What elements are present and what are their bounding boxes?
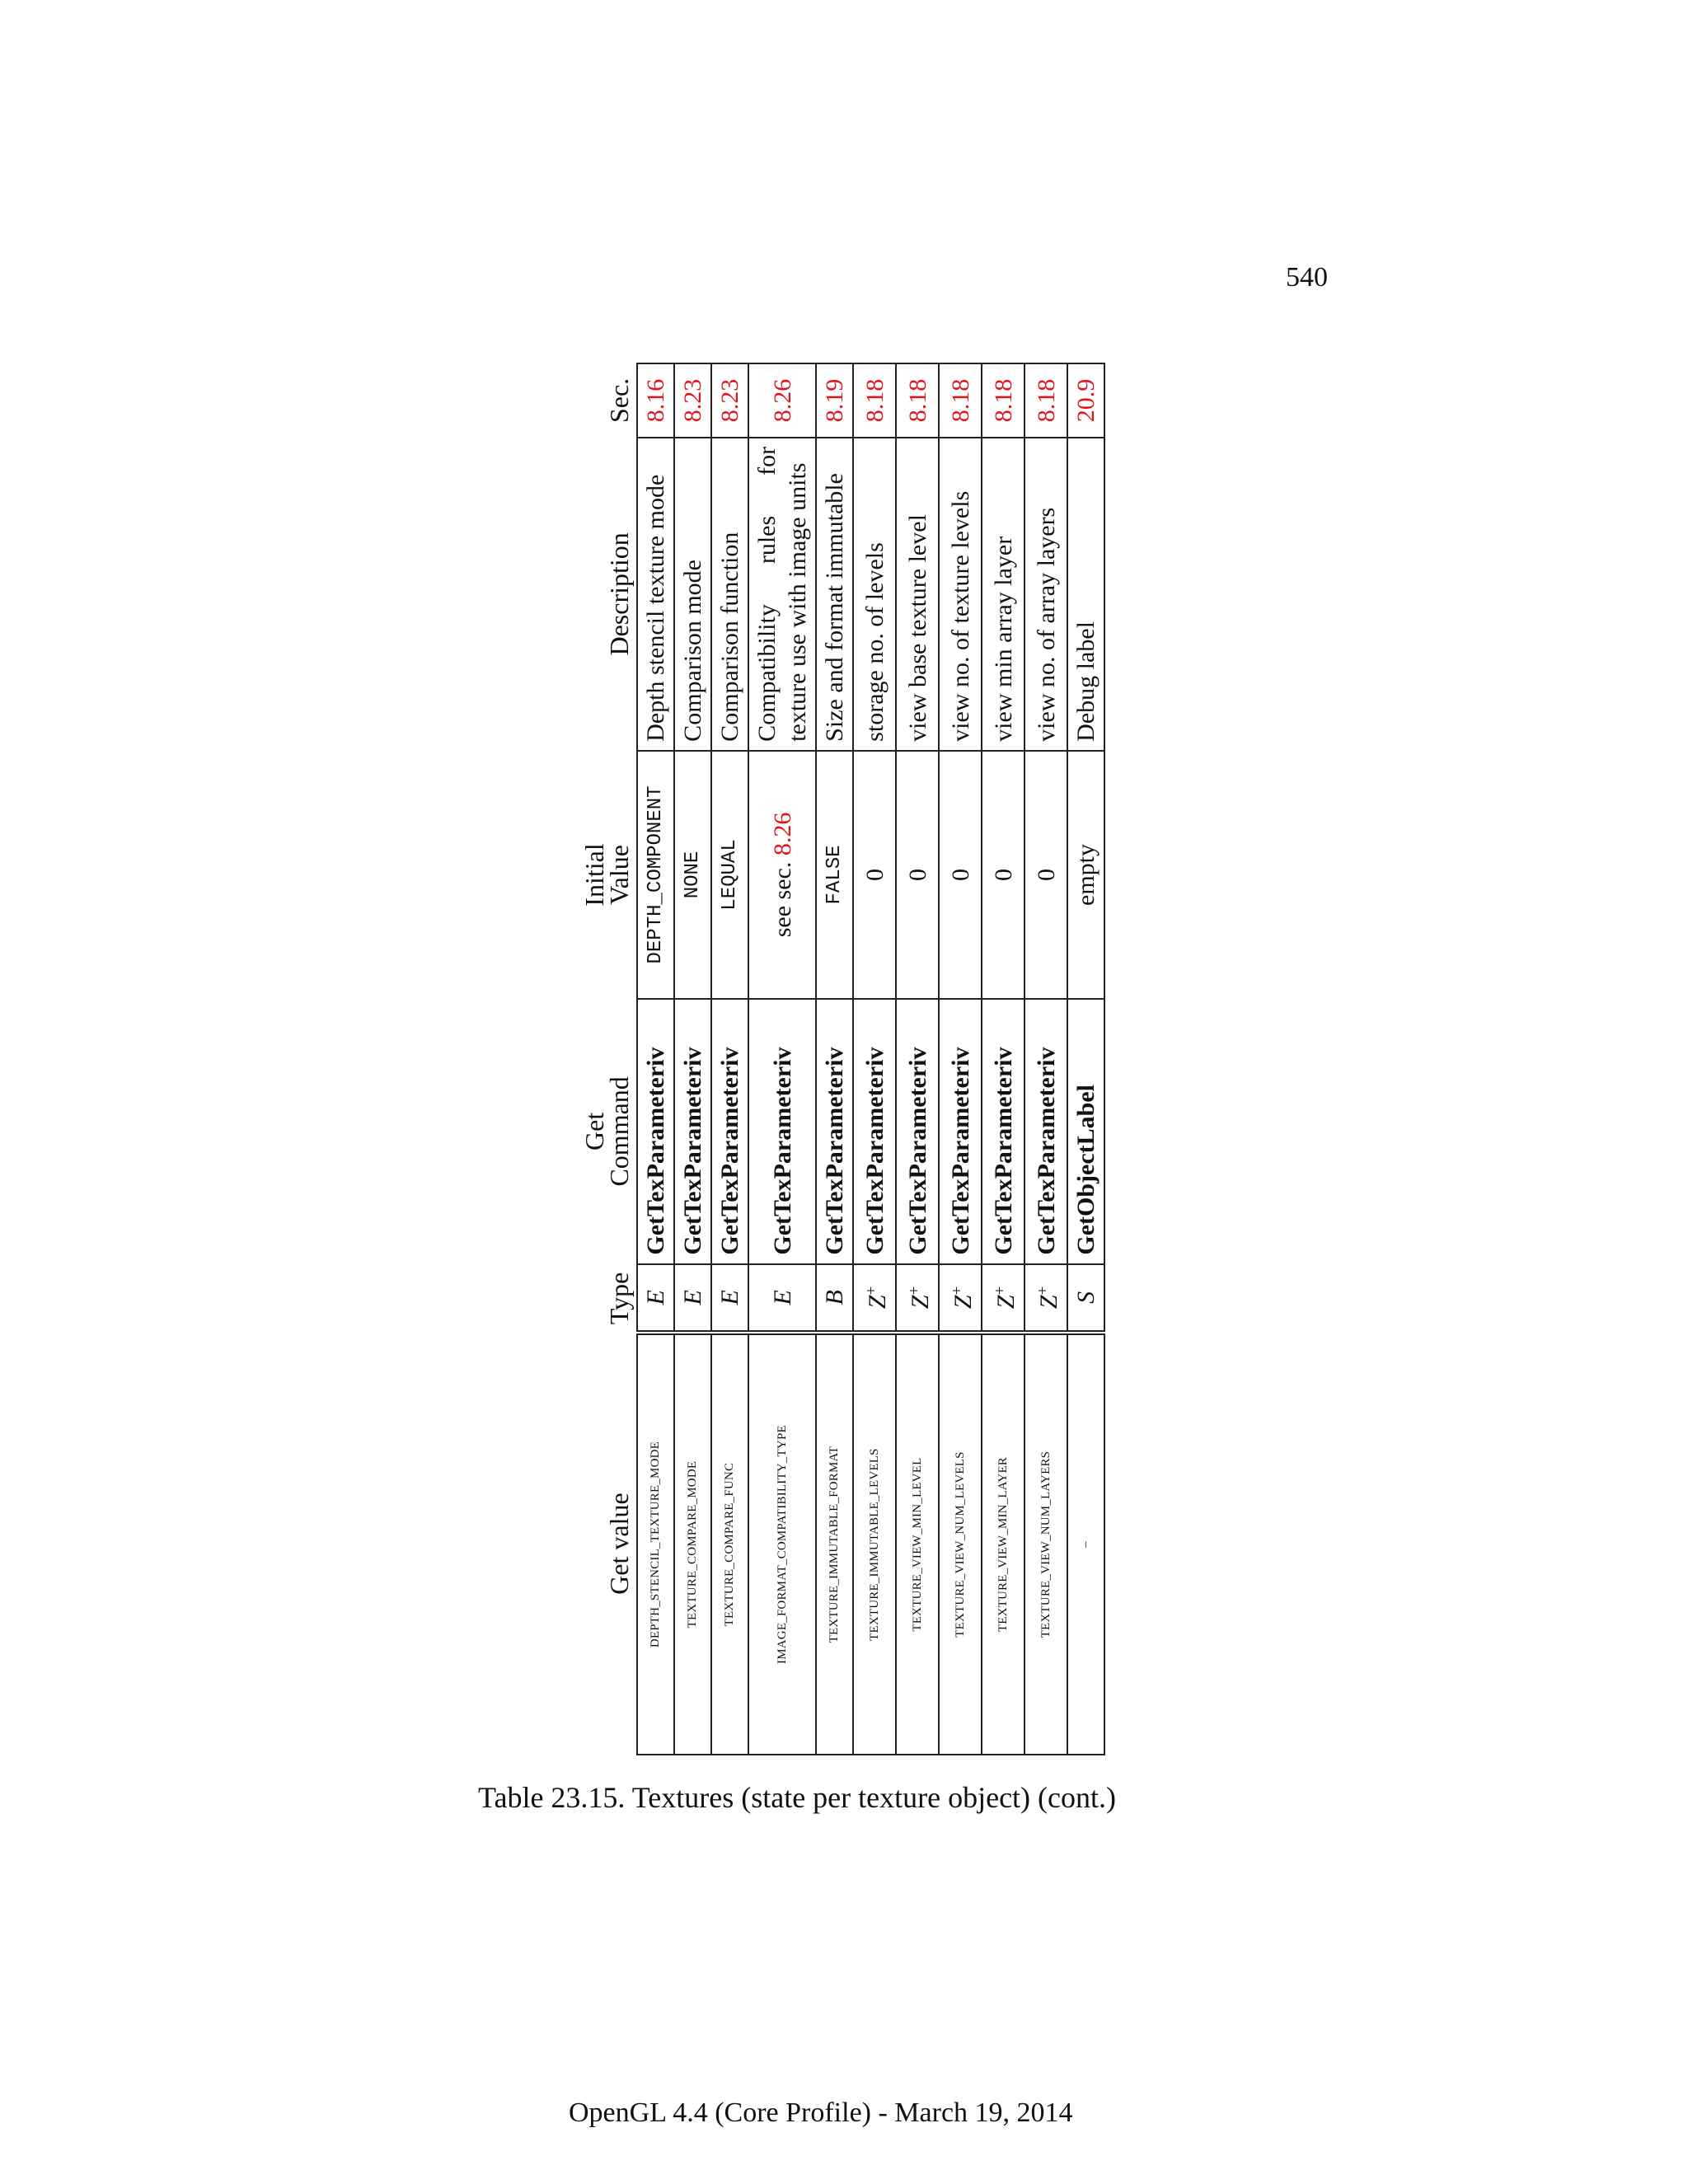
- cell-get-command: GetTexParameteriv: [853, 999, 896, 1263]
- cell-description: view base texture level: [896, 438, 939, 751]
- rotated-table-frame: [577, 363, 1105, 1755]
- cell-initial-value: [939, 751, 982, 999]
- cell-get-command: GetTexParameteriv: [1025, 999, 1067, 1263]
- type-symbol: S: [1072, 1291, 1100, 1304]
- table-row: [748, 363, 816, 1755]
- table-row: [1025, 363, 1067, 1755]
- cell-description: Size and format immutable: [816, 438, 853, 751]
- cell-get-command: GetObjectLabel: [1067, 999, 1104, 1263]
- table-row: [853, 363, 896, 1755]
- initial-value-text: 0: [946, 868, 974, 881]
- type-superscript: +: [949, 1286, 966, 1296]
- table-row: [896, 363, 939, 1755]
- cell-get-value: TEXTURE_IMMUTABLE_FORMAT: [816, 1333, 853, 1755]
- cell-get-value: –: [1067, 1333, 1104, 1755]
- type-symbol: Z: [950, 1295, 977, 1310]
- initial-value-text: FALSE: [823, 845, 846, 905]
- cell-section-link[interactable]: 8.18: [896, 363, 939, 438]
- cell-type: [1067, 1264, 1104, 1333]
- cell-section-link[interactable]: 8.16: [637, 363, 674, 438]
- cell-get-command: GetTexParameteriv: [711, 999, 748, 1263]
- cell-get-value: TEXTURE_VIEW_NUM_LEVELS: [939, 1333, 982, 1755]
- header-initial-value-line1: Initial: [579, 843, 609, 907]
- table-body: [637, 363, 1104, 1755]
- cell-get-value: TEXTURE_IMMUTABLE_LEVELS: [853, 1333, 896, 1755]
- initial-value-text: LEQUAL: [719, 839, 741, 911]
- table-row: [711, 363, 748, 1755]
- section-reference-link[interactable]: 8.26: [768, 812, 796, 856]
- header-initial-value: [577, 751, 637, 999]
- header-get-command: [577, 999, 637, 1263]
- cell-get-value: TEXTURE_VIEW_NUM_LAYERS: [1025, 1333, 1067, 1755]
- cell-get-command: GetTexParameteriv: [748, 999, 816, 1263]
- cell-initial-value: [896, 751, 939, 999]
- cell-type: [711, 1264, 748, 1333]
- table-row: [939, 363, 982, 1755]
- cell-type: [748, 1264, 816, 1333]
- cell-get-value: TEXTURE_VIEW_MIN_LEVEL: [896, 1333, 939, 1755]
- page-number: 540: [1286, 262, 1328, 293]
- cell-description: view no. of array layers: [1025, 438, 1067, 751]
- cell-description: Compatibility rules for texture use with image units: [748, 438, 816, 751]
- type-symbol: E: [642, 1290, 669, 1305]
- type-superscript: +: [1034, 1286, 1052, 1296]
- table-caption: Table 23.15. Textures (state per texture object) (cont.): [478, 1781, 1116, 1814]
- cell-section-link[interactable]: 8.18: [853, 363, 896, 438]
- cell-description: Comparison function: [711, 438, 748, 751]
- cell-description: storage no. of levels: [853, 438, 896, 751]
- cell-initial-value: [816, 751, 853, 999]
- cell-get-command: GetTexParameteriv: [982, 999, 1025, 1263]
- cell-type: [982, 1264, 1025, 1333]
- type-symbol: E: [679, 1290, 706, 1305]
- initial-value-text: 0: [860, 868, 889, 881]
- cell-initial-value: [982, 751, 1025, 999]
- rotated-table-container: [577, 363, 1121, 1755]
- header-get-command-line2: Command: [604, 1076, 634, 1187]
- initial-value-text: 0: [903, 868, 931, 881]
- initial-value-text: NONE: [682, 851, 704, 899]
- cell-get-command: GetTexParameteriv: [637, 999, 674, 1263]
- cell-initial-value: [711, 751, 748, 999]
- initial-value-text: empty: [1072, 843, 1100, 906]
- table-row: [1067, 363, 1104, 1755]
- cell-section-link[interactable]: 8.18: [1025, 363, 1067, 438]
- type-symbol: E: [768, 1290, 796, 1305]
- cell-type: [637, 1264, 674, 1333]
- type-superscript: +: [906, 1286, 923, 1296]
- cell-initial-value: [637, 751, 674, 999]
- cell-get-command: GetTexParameteriv: [939, 999, 982, 1263]
- cell-description: Debug label: [1067, 438, 1104, 751]
- cell-get-command: GetTexParameteriv: [896, 999, 939, 1263]
- cell-initial-value: [1067, 751, 1104, 999]
- initial-value-text: DEPTH_COMPONENT: [645, 785, 667, 964]
- cell-initial-value: [853, 751, 896, 999]
- cell-type: [896, 1264, 939, 1333]
- cell-type: [1025, 1264, 1067, 1333]
- cell-section-link[interactable]: 8.26: [748, 363, 816, 438]
- type-symbol: Z: [1035, 1295, 1062, 1310]
- cell-description: view no. of texture levels: [939, 438, 982, 751]
- cell-section-link[interactable]: 8.23: [674, 363, 711, 438]
- cell-description: view min array layer: [982, 438, 1025, 751]
- type-superscript: +: [992, 1286, 1009, 1296]
- cell-initial-value: [1025, 751, 1067, 999]
- initial-value-text: 0: [989, 868, 1017, 881]
- table-header-row: [577, 363, 637, 1755]
- table-row: [982, 363, 1025, 1755]
- header-get-command-line1: Get: [579, 1112, 609, 1151]
- type-symbol: Z: [864, 1295, 891, 1310]
- table-row: [637, 363, 674, 1755]
- texture-state-table: [577, 363, 1105, 1755]
- cell-get-command: GetTexParameteriv: [816, 999, 853, 1263]
- cell-section-link[interactable]: 20.9: [1067, 363, 1104, 438]
- cell-initial-value: [674, 751, 711, 999]
- cell-section-link[interactable]: 8.19: [816, 363, 853, 438]
- header-initial-value-line2: Value: [604, 845, 634, 905]
- header-sec: Sec.: [604, 377, 634, 424]
- type-symbol: Z: [992, 1295, 1020, 1310]
- cell-get-value: TEXTURE_COMPARE_FUNC: [711, 1333, 748, 1755]
- cell-description: Comparison mode: [674, 438, 711, 751]
- cell-type: [939, 1264, 982, 1333]
- cell-type: [853, 1264, 896, 1333]
- cell-get-command: GetTexParameteriv: [674, 999, 711, 1263]
- initial-value-prefix: see sec.: [768, 855, 796, 938]
- type-symbol: E: [716, 1290, 743, 1305]
- header-description: Description: [604, 532, 634, 656]
- cell-initial-value: [748, 751, 816, 999]
- initial-value-text: 0: [1032, 868, 1060, 881]
- cell-get-value: DEPTH_STENCIL_TEXTURE_MODE: [637, 1333, 674, 1755]
- type-symbol: B: [821, 1290, 848, 1305]
- cell-type: [816, 1264, 853, 1333]
- type-symbol: Z: [907, 1295, 934, 1310]
- cell-type: [674, 1264, 711, 1333]
- header-type: Type: [604, 1272, 634, 1325]
- header-get-value: Get value: [604, 1493, 634, 1595]
- type-superscript: +: [863, 1286, 880, 1296]
- cell-section-link[interactable]: 8.23: [711, 363, 748, 438]
- cell-get-value: TEXTURE_COMPARE_MODE: [674, 1333, 711, 1755]
- cell-section-link[interactable]: 8.18: [982, 363, 1025, 438]
- cell-get-value: IMAGE_FORMAT_COMPATIBILITY_TYPE: [748, 1333, 816, 1755]
- table-row: [674, 363, 711, 1755]
- cell-section-link[interactable]: 8.18: [939, 363, 982, 438]
- table-row: [816, 363, 853, 1755]
- page-footer: OpenGL 4.4 (Core Profile) - March 19, 2014: [569, 2097, 1073, 2128]
- cell-get-value: TEXTURE_VIEW_MIN_LAYER: [982, 1333, 1025, 1755]
- cell-description: Depth stencil texture mode: [637, 438, 674, 751]
